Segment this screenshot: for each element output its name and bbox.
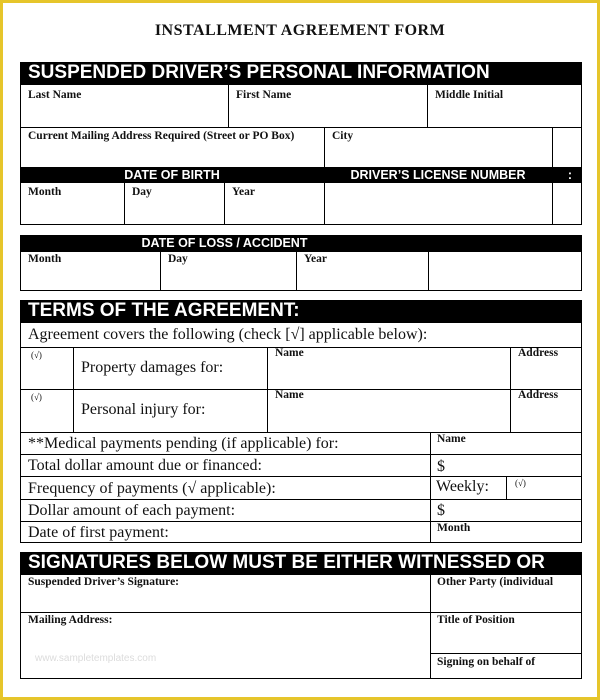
property-name-field[interactable]: Name: [275, 347, 304, 359]
first-payment-month-field[interactable]: Month: [437, 522, 471, 534]
loss-header: DATE OF LOSS / ACCIDENT: [141, 236, 308, 250]
divider: [324, 127, 325, 167]
signing-behalf-field[interactable]: Signing on behalf of: [437, 656, 536, 668]
divider: [20, 127, 582, 128]
form-title: INSTALLMENT AGREEMENT FORM: [154, 22, 446, 39]
divider: [224, 183, 225, 225]
loss-year-field[interactable]: Year: [304, 253, 327, 265]
frequency-label: Frequency of payments (√ applicable):: [28, 480, 276, 497]
total-label: Total dollar amount due or financed:: [28, 457, 262, 474]
medical-name-field[interactable]: Name: [437, 433, 466, 445]
header-mark: :: [567, 168, 573, 182]
injury-address-field[interactable]: Address: [518, 389, 559, 401]
medical-label: **Medical payments pending (if applicable) for:: [28, 435, 339, 452]
divider: [73, 347, 74, 432]
first-name-field[interactable]: First Name: [236, 89, 292, 101]
divider: [20, 521, 582, 522]
divider: [124, 183, 125, 225]
divider: [20, 612, 582, 613]
divider: [20, 454, 582, 455]
divider: [296, 251, 297, 291]
divider: [427, 84, 428, 127]
covers-text: Agreement covers the following (check [√] applicable below):: [28, 326, 428, 343]
other-party-field[interactable]: Other Party (individual: [437, 576, 554, 588]
dob-month-field[interactable]: Month: [28, 186, 62, 198]
injury-checkbox[interactable]: (√): [31, 392, 42, 402]
divider: [228, 84, 229, 127]
signatures-header: SIGNATURES BELOW MUST BE EITHER WITNESSED OR: [20, 552, 582, 574]
injury-name-field[interactable]: Name: [275, 389, 304, 401]
title-position-field[interactable]: Title of Position: [437, 614, 515, 626]
license-header: DRIVER’S LICENSE NUMBER: [350, 168, 526, 182]
divider: [20, 499, 582, 500]
license-number-field[interactable]: [325, 184, 552, 224]
injury-label: Personal injury for:: [81, 401, 206, 418]
driver-signature-field[interactable]: Suspended Driver’s Signature:: [28, 576, 179, 588]
property-label: Property damages for:: [81, 359, 224, 376]
city-field[interactable]: City: [332, 130, 354, 142]
total-amount-field[interactable]: $: [437, 458, 445, 475]
each-payment-field[interactable]: $: [437, 502, 445, 519]
divider: [20, 432, 582, 433]
first-payment-label: Date of first payment:: [28, 524, 169, 541]
middle-initial-field[interactable]: Middle Initial: [435, 89, 504, 101]
each-payment-label: Dollar amount of each payment:: [28, 502, 236, 519]
dob-year-field[interactable]: Year: [232, 186, 255, 198]
property-checkbox[interactable]: (√): [31, 350, 42, 360]
loss-month-field[interactable]: Month: [28, 253, 62, 265]
loss-box: [20, 251, 582, 291]
divider: [428, 251, 429, 291]
mailing-address-field[interactable]: Current Mailing Address Required (Street or PO Box): [28, 130, 295, 142]
divider: [430, 432, 431, 543]
watermark-text: www.sampletemplates.com: [35, 653, 157, 664]
divider: [430, 574, 431, 679]
sig-mailing-address-field[interactable]: Mailing Address:: [28, 614, 113, 626]
loss-day-field[interactable]: Day: [168, 253, 188, 265]
last-name-field[interactable]: Last Name: [28, 89, 82, 101]
dob-day-field[interactable]: Day: [132, 186, 152, 198]
divider: [506, 476, 507, 499]
divider: [430, 653, 582, 654]
weekly-label: Weekly:: [436, 478, 489, 495]
weekly-checkbox[interactable]: (√): [515, 478, 526, 488]
divider: [510, 347, 511, 432]
divider: [267, 347, 268, 432]
divider: [160, 251, 161, 291]
property-address-field[interactable]: Address: [518, 347, 559, 359]
terms-header: TERMS OF THE AGREEMENT:: [20, 300, 582, 322]
personal-info-header: SUSPENDED DRIVER’S PERSONAL INFORMATION: [20, 62, 582, 84]
dob-header: DATE OF BIRTH: [124, 168, 220, 182]
divider: [20, 476, 582, 477]
